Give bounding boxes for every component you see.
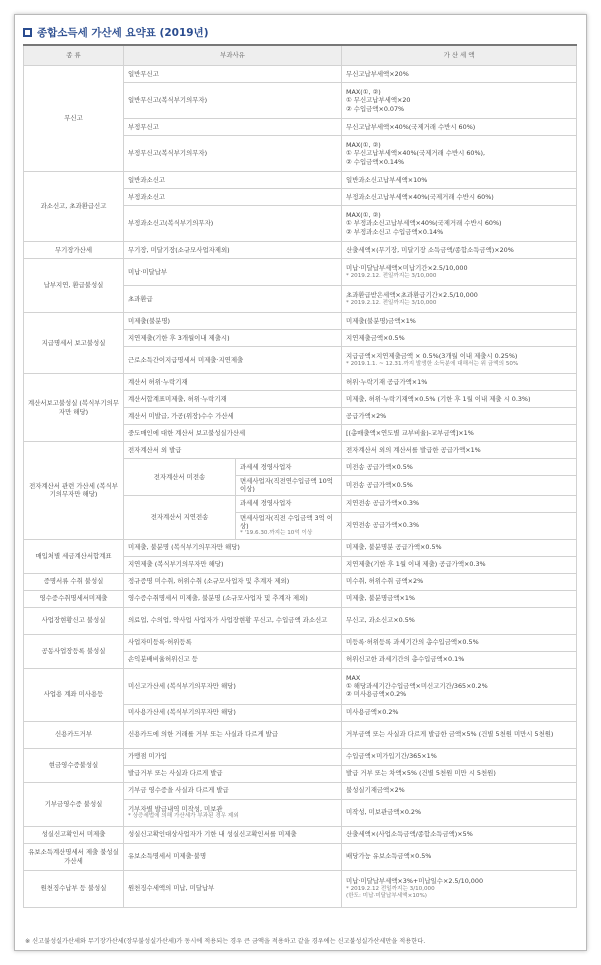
amount-cell [342,374,577,391]
amount-note: * 2019.2.12. 전일까지는 3/10,000 [346,299,437,306]
amount-cell [342,721,577,748]
reason-cell [124,573,342,590]
category-cell: 사업장현황신고 불성실 [24,607,124,634]
amount-cell [342,119,577,136]
amount-text: 수입금액×미가입기간/365×1% [346,752,437,761]
reason-cell [124,442,342,459]
category-cell: 무신고 [24,66,124,172]
amount-text: 미사용금액×0.2% [346,708,399,717]
reason-cell [124,66,342,83]
amount-cell [342,172,577,189]
table-row [24,607,577,634]
amount-text: 지연전송 공급가액×0.3% [346,521,420,530]
amount-cell [342,748,577,765]
category-cell: 영수증수취명세서미제출 [24,590,124,607]
reason-cell [124,668,342,704]
reason-text: 초과환급 [128,294,153,303]
amount-cell [342,66,577,83]
reason-text: 정규증명 미수취, 허위수취 (소규모사업자 및 추계자 제외) [128,577,290,586]
reason-text: 일반무신고(복식부기의무자) [128,96,208,105]
amount-text: MAX(①, ②) ① 부정과소신고납부세액×40%(국제거래 수반시 60%) ② 부정과소신고 수입금액×0.14% [346,211,502,236]
reason-cell [124,799,342,826]
square-bullet-icon [23,28,32,37]
reason-cell [124,206,342,242]
reason-cell [124,189,342,206]
amount-text: 공급가액×2% [346,411,387,420]
amount-cell [342,476,577,496]
amount-cell [342,704,577,721]
reason-text: 원천징수세액의 미납, 미달납부 [128,884,215,893]
amount-cell [342,870,577,907]
reason-cell [124,870,342,907]
reason-cell [236,512,342,539]
reason-cell [236,459,342,476]
amount-text: 미등록·허위등록 과세기간의 총수입금액×0.5% [346,638,479,647]
category-cell: 공동사업장등록 불성실 [24,634,124,668]
amount-text: 불성실기재금액×2% [346,786,405,795]
amount-cell [342,668,577,704]
amount-cell [342,83,577,119]
page-title-text: 종합소득세 가산세 요약표 (2019년) [37,26,209,39]
reason-cell [124,374,342,391]
header-reason: 부과사유 [124,45,342,66]
reason-text: 계산서 미발급, 가공(위장)수수 가산세 [128,411,234,420]
category-cell: 지급명세서 보고불성실 [24,313,124,374]
reason-note: * '19.6.30.까지는 10억 이상 [240,530,313,537]
subcategory-cell: 전자계산서 미전송 [124,459,236,496]
amount-text: 지급금액×지연제출금액 × 0.5%(3개월 이내 제출시 0.25%) [346,352,518,361]
reason-cell [124,347,342,374]
amount-cell [342,651,577,668]
reason-cell [124,590,342,607]
amount-text: 미제출, 허위·누락기재액×0.5% (기한 후 1월 이내 제출 시 0.3%) [346,394,531,403]
amount-text: 지연제출금액×0.5% [346,333,405,342]
reason-cell [124,259,342,286]
amount-cell [342,189,577,206]
amount-cell [342,136,577,172]
reason-text: 미납·미달납부 [128,267,168,276]
amount-cell [342,408,577,425]
category-cell: 사업용 계좌 미사용등 [24,668,124,721]
reason-text: 지연제출 (복식부기의무자만 해당) [128,560,224,569]
reason-text: 미제출(불분명) [128,316,171,325]
amount-cell [342,459,577,476]
reason-text: 근로소득간이지급명세서 미제출·지연제출 [128,355,244,364]
table-row [24,590,577,607]
amount-text: 미수취, 허위수취 금액×2% [346,577,424,586]
category-cell: 신용카드거부 [24,721,124,748]
amount-cell [342,799,577,826]
amount-cell [342,242,577,259]
header-type: 종 류 [24,45,124,66]
amount-text: 미작성, 미보관금액×0.2% [346,808,422,817]
amount-text: 초과환급받은세액×초과환급기간×2.5/10,000 [346,291,478,300]
amount-cell [342,425,577,442]
reason-text: 손익분배비율허위신고 등 [128,655,198,664]
reason-cell [124,634,342,651]
amount-text: MAX(①, ②) ① 무신고납부세액×20 ② 수입금액×0.07% [346,88,411,113]
reason-text: 부정과소신고 [128,192,166,201]
amount-text: 미전송 공급가액×0.5% [346,481,413,490]
category-cell: 현금영수증불성실 [24,748,124,782]
category-cell: 납부지연, 환급불성실 [24,259,124,313]
amount-cell [342,347,577,374]
category-cell: 전자계산서 관련 가산세 (복식부기의무자만 해당) [24,442,124,540]
amount-note: * 2019.1.1. ~ 12.31.까지 발생한 소득분에 대해서는 위 금액의 50% [346,360,519,367]
summary-panel [14,14,587,951]
amount-text: 발급 거부 또는 차액×5% (건별 5천원 미만 시 5천원) [346,769,496,778]
reason-cell [124,607,342,634]
amount-cell [342,391,577,408]
table-row [24,782,577,799]
reason-text: 사업자미등록·허위등록 [128,638,192,647]
amount-text: 미제출, 불분명분 공급가액×0.5% [346,543,442,552]
reason-text: 영수증수취명세서 미제출, 불분명 (소규모사업자 및 추계자 제외) [128,594,308,603]
amount-cell [342,286,577,313]
table-row [24,668,577,704]
amount-cell [342,206,577,242]
reason-text: 신용카드에 의한 거래를 거부 또는 사실과 다르게 발급 [128,730,279,739]
amount-cell [342,512,577,539]
subcategory-cell: 전자계산서 지연전송 [124,495,236,539]
reason-text: 일반과소신고 [128,175,166,184]
table-row [24,573,577,590]
reason-cell [124,782,342,799]
table-body [24,66,577,908]
reason-text: 면세사업자(직전연수입금액 10억 이상) [240,477,333,494]
reason-text: 지연제출(기한 후 3개월이내 제출시) [128,333,230,342]
amount-cell [342,573,577,590]
amount-text: 미제출(불분명)금액×1% [346,316,416,325]
reason-text: 부정무신고 [128,122,159,131]
amount-cell [342,826,577,843]
amount-cell [342,495,577,512]
amount-text: 전자계산서 외의 계산서를 발급한 공급가액×1% [346,445,481,454]
amount-text: 무신고납부세액×20% [346,69,409,78]
amount-text: 미제출, 불분명금액×1% [346,594,415,603]
reason-text: 가맹점 미가입 [128,752,168,761]
amount-text: 무신고, 과소신고×0.5% [346,616,415,625]
table-container [23,44,576,908]
amount-text: 지연전송 공급가액×0.3% [346,499,420,508]
amount-text: 배당가능 유보소득금액×0.5% [346,852,432,861]
reason-text: 면세사업자(직전 수입금액 3억 이상) [240,513,333,531]
amount-cell [342,590,577,607]
reason-cell [124,391,342,408]
amount-cell [342,539,577,556]
amount-cell [342,765,577,782]
reason-cell [236,476,342,496]
amount-cell [342,843,577,870]
reason-cell [124,765,342,782]
amount-text: 부정과소신고납부세액×40%(국제거래 수반시 60%) [346,192,494,201]
reason-cell [124,286,342,313]
reason-cell [124,136,342,172]
amount-text: 거부금액 또는 사실과 다르게 발급한 금액×5% (건별 5천원 미만시 5천원) [346,730,554,739]
amount-text: 무신고납부세액×40%(국제거래 수반시 60%) [346,122,476,131]
table-row [24,870,577,907]
reason-text: 일반무신고 [128,69,159,78]
reason-cell [124,313,342,330]
amount-cell [342,556,577,573]
reason-text: 기부금 영수증을 사실과 다르게 발급 [128,786,229,795]
reason-cell [236,495,342,512]
amount-cell [342,782,577,799]
reason-cell [124,172,342,189]
table-row [24,539,577,556]
reason-text: 계산서 허위·누락기재 [128,377,188,386]
reason-cell [124,119,342,136]
amount-text: 허위신고한 과세기간의 총수입금액×0.1% [346,655,465,664]
reason-text: 과세세 경영사업자 [240,499,292,508]
amount-cell [342,259,577,286]
category-cell: 원천징수납부 등 불성실 [24,870,124,907]
amount-text: MAX ① 해당과세기간수입금액×미신고기간/365×0.2% ② 미사용금액×0.2% [346,673,488,699]
reason-text: 기부자별 발급내역 미작성, 미보관 [128,804,223,813]
reason-cell [124,408,342,425]
table-row [24,721,577,748]
reason-text: 과세세 경영사업자 [240,462,292,471]
category-cell: 매입처별 세금계산서합계표 [24,539,124,573]
table-row [24,826,577,843]
reason-cell [124,242,342,259]
amount-text: 산출세액×(사업소득금액/종합소득금액)×5% [346,830,473,839]
reason-text: 미사용가산세 (복식부기의무자만 해당) [128,708,236,717]
reason-cell [124,651,342,668]
reason-cell [124,556,342,573]
reason-note: * 상증세법에 의해 가산세가 부과된 경우 제외 [128,813,239,820]
amount-note: * 2019.2.12 전일까지는 3/10,000 (한도: 미납·미달납부세액×10%) [346,885,435,899]
table-row [24,313,577,330]
category-cell: 무기장가산세 [24,242,124,259]
reason-text: 성실신고확인대상사업자가 기한 내 성실신고확인서를 미제출 [128,830,297,839]
penalty-summary-table [23,44,577,908]
amount-note: * 2019.2.12. 전일까지는 3/10,000 [346,272,437,279]
reason-text: 부정무신고(복식부기의무자) [128,149,208,158]
reason-text: 계산서합계표미제출, 허위·누락기재 [128,394,227,403]
amount-cell [342,607,577,634]
reason-cell [124,704,342,721]
amount-text: [(총매출액×연도별 교부비율)-교부금액]×1% [346,428,474,437]
reason-text: 전자계산서 외 발급 [128,445,182,454]
category-cell: 유보소득계산명세서 제출 불성실가산세 [24,843,124,870]
amount-text: 지연제출(기한 후 1월 이내 제출) 공급가액×0.3% [346,560,486,569]
table-row [24,634,577,651]
amount-text: 허위·누락기재 공급가액×1% [346,377,428,386]
header-amount: 가 산 세 액 [342,45,577,66]
category-cell: 성실신고확인서 미제출 [24,826,124,843]
table-row [24,66,577,83]
reason-cell [124,748,342,765]
reason-text: 부정과소신고(복식부기의무자) [128,219,214,228]
table-row [24,374,577,391]
amount-cell [342,634,577,651]
category-cell: 기부금영수증 불성실 [24,782,124,826]
amount-text: 미납·미달납부세액×미납기간×2.5/10,000 [346,264,468,273]
reason-text: 미신고가산세 (복식부기의무자만 해당) [128,681,236,690]
amount-cell [342,330,577,347]
reason-cell [124,721,342,748]
footnote: ※ 신고불성실가산세와 무기장가산세(장부불성실가산세)가 동시에 적용되는 경우 큰 금액을 적용하고 같을 경우에는 신고불성실가산세만을 적용한다. [25,938,426,945]
reason-text: 미제출, 불분명 (복식부기의무자만 해당) [128,543,240,552]
table-row [24,748,577,765]
table-row [24,172,577,189]
page-title [23,24,209,40]
amount-text: 미납·미달납부세액×3%+미납일수×2.5/10,000 [346,877,484,886]
reason-text: 유보소득명세서 미제출·불명 [128,852,207,861]
amount-text: 미전송 공급가액×0.5% [346,462,413,471]
table-row [24,442,577,459]
reason-cell [124,425,342,442]
reason-cell [124,539,342,556]
amount-text: 일반과소신고납부세액×10% [346,175,428,184]
table-header-row [24,45,577,66]
category-cell: 계산서보고불성실 (복식부기의무자만 해당) [24,374,124,442]
reason-cell [124,843,342,870]
reason-cell [124,330,342,347]
table-row [24,843,577,870]
category-cell: 과소신고, 초과환급신고 [24,172,124,242]
amount-text: 산출세액×(무기장, 미달기장 소득금액/종합소득금액)×20% [346,245,514,254]
amount-text: MAX(①, ②) ① 무신고납부세액×40%(국제거래 수반시 60%), ② 수입금액×0.14% [346,141,486,166]
reason-text: 무기장, 미달기장(소규모사업자제외) [128,245,230,254]
reason-cell [124,826,342,843]
table-row [24,259,577,286]
reason-text: 발급거부 또는 사실과 다르게 발급 [128,769,223,778]
reason-text: 의료업, 수의업, 약사업 사업자가 사업장현황 무신고, 수입금액 과소신고 [128,616,328,625]
category-cell: 증명서류 수취 불성실 [24,573,124,590]
reason-text: 중도매인에 대한 계산서 보고불성실가산세 [128,428,246,437]
reason-cell [124,83,342,119]
amount-cell [342,442,577,459]
table-row [24,242,577,259]
amount-cell [342,313,577,330]
